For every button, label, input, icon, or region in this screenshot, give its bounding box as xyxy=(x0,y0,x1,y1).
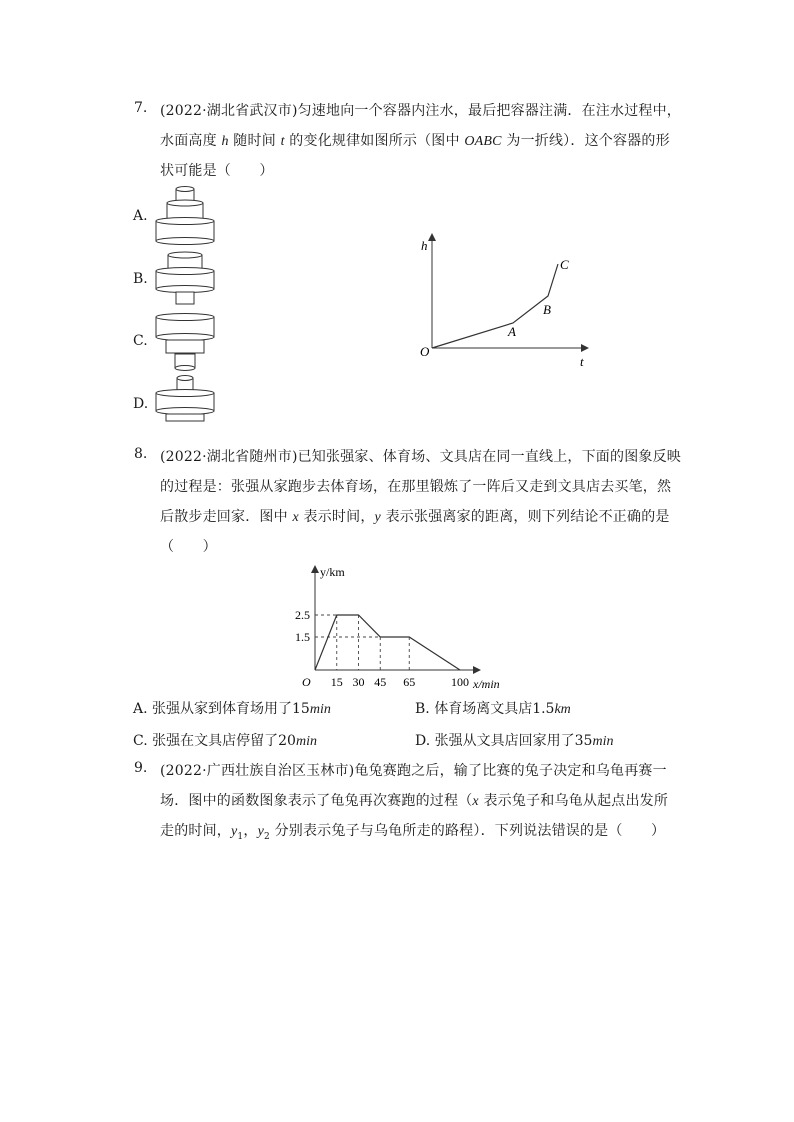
y-tick-label: 2.5 xyxy=(295,608,310,622)
x-tick-label: 65 xyxy=(403,675,416,689)
x-axis-label: x/min xyxy=(473,677,500,691)
q8-number: 8. xyxy=(134,446,148,462)
q7-line-3: 状可能是（ ） xyxy=(160,163,274,179)
q8-line-4: （ ） xyxy=(160,539,217,555)
point-a-label: A xyxy=(508,324,516,339)
h-axis-label: h xyxy=(421,238,428,253)
q7-option-d-label: D. xyxy=(133,396,149,412)
q8-option-b: B. 体育场离文具店1.5km xyxy=(415,701,571,717)
x-tick-label: 45 xyxy=(374,675,387,689)
q9-line-3: 走的时间，$y_1$，$y_2$ 分别表示兔子与乌龟所走的路程）．下列说法错误的是（ ） xyxy=(160,823,666,842)
q8-distance-chart xyxy=(280,560,520,692)
container-b-figure xyxy=(156,252,214,304)
q8-option-a: A. 张强从家到体育场用了15min xyxy=(133,701,331,717)
q9-number: 9. xyxy=(134,760,148,776)
container-figures xyxy=(150,183,220,423)
q7-line-2: 水面高度 h 随时间 t 的变化规律如图所示（图中 OABC 为一折线）．这个容器的形 xyxy=(160,133,670,149)
q8-line-1: (2022·湖北省随州市)已知张强家、体育场、文具店在同一直线上，下面的图象反映 xyxy=(160,449,682,465)
t-axis-label: t xyxy=(580,354,584,369)
q7-line-1: (2022·湖北省武汉市)匀速地向一个容器内注水，最后把容器注满．在注水过程中， xyxy=(160,103,682,119)
point-b-label: B xyxy=(543,302,551,317)
container-c-figure xyxy=(156,314,214,371)
container-d-figure xyxy=(156,376,214,422)
x-tick-label: 100 xyxy=(451,675,469,689)
origin-label: O xyxy=(302,675,311,689)
q7-option-c-label: C. xyxy=(133,333,148,349)
q7-water-graph xyxy=(410,228,600,373)
container-a-figure xyxy=(156,187,214,245)
q8-line-3: 后散步走回家．图中 x 表示时间，y 表示张强离家的距离，则下列结论不正确的是 xyxy=(160,509,670,525)
q8-line-2: 的过程是：张强从家跑步去体育场，在那里锻炼了一阵后又走到文具店去买笔，然 xyxy=(160,479,672,495)
oabc-polyline xyxy=(432,264,558,348)
q7-option-a-label: A. xyxy=(133,208,148,224)
origin-label: O xyxy=(420,344,430,359)
q7-option-b-label: B. xyxy=(133,271,148,287)
x-tick-label: 30 xyxy=(352,675,365,689)
y-tick-label: 1.5 xyxy=(295,630,310,644)
q9-line-1: (2022·广西壮族自治区玉林市)龟兔赛跑之后，输了比赛的兔子决定和乌龟再赛一 xyxy=(160,763,667,779)
point-c-label: C xyxy=(560,257,569,272)
q8-option-d: D. 张强从文具店回家用了35min xyxy=(415,733,614,749)
y-axis-label: y/km xyxy=(320,565,345,579)
x-tick-label: 15 xyxy=(330,675,343,689)
q8-option-c: C. 张强在文具店停留了20min xyxy=(133,733,317,749)
q9-line-2: 场．图中的函数图象表示了龟兔再次赛跑的过程（x 表示兔子和乌龟从起点出发所 xyxy=(160,793,669,809)
q7-number: 7. xyxy=(134,100,148,116)
